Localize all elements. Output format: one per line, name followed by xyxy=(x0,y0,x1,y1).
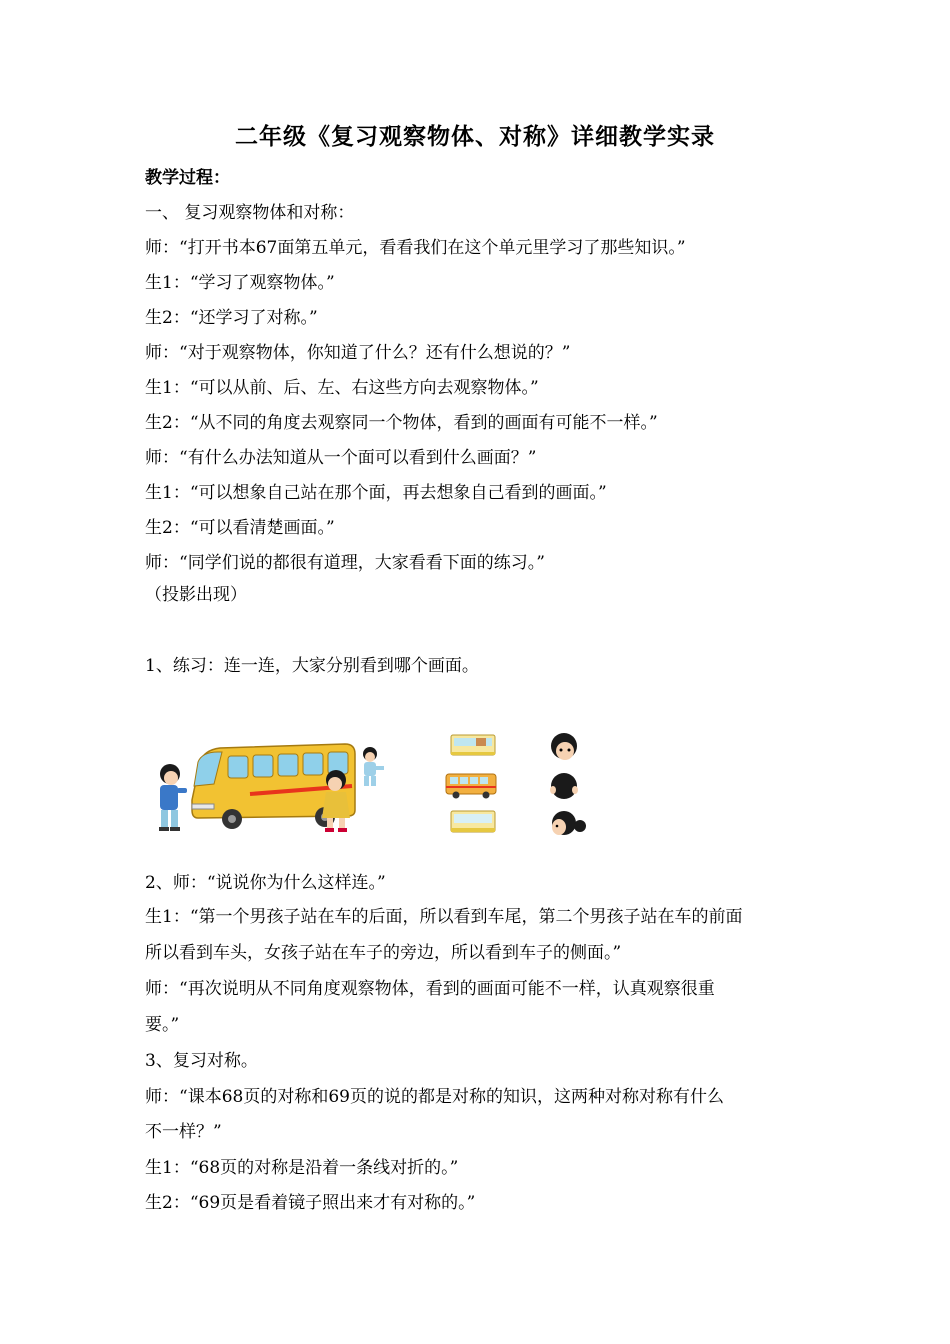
text-line: 生1：“可以从前、后、左、右这些方向去观察物体。” xyxy=(145,378,539,398)
exercise-1-text: 1、练习：连一连，大家分别看到哪个画面。 xyxy=(145,656,479,676)
text-line: 师：“打开书本67面第五单元，看看我们在这个单元里学习了那些知识。” xyxy=(145,238,686,258)
exercise-2-text: 2、师：“说说你为什么这样连。” xyxy=(145,873,386,893)
boy-back-of-head-icon xyxy=(550,773,578,799)
text-line: 生1：“68页的对称是沿着一条线对折的。” xyxy=(145,1158,459,1178)
text-line: 师：“课本68页的对称和69页的说的都是对称的知识，这两种对称对称有什么 xyxy=(145,1087,724,1107)
text-line: 师：“有什么办法知道从一个面可以看到什么画面？” xyxy=(145,448,537,468)
text-line: 所以看到车头，女孩子站在车子的旁边，所以看到车子的侧面。” xyxy=(145,943,622,963)
boy-in-front-figure xyxy=(363,747,384,786)
text-line: 师：“对于观察物体，你知道了什么？还有什么想说的？” xyxy=(145,343,571,363)
text-line-intro: 一、 复习观察物体和对称： xyxy=(145,203,355,223)
text-line: 生2：“69页是看着镜子照出来才有对称的。” xyxy=(145,1193,476,1213)
text-line: 生1：“学习了观察物体。” xyxy=(145,273,335,293)
text-line-projection: （投影出现） xyxy=(145,585,247,605)
bus-observation-illustration xyxy=(140,722,600,847)
text-line: 师：“再次说明从不同角度观察物体，看到的画面可能不一样，认真观察很重 xyxy=(145,979,715,999)
section-heading: 教学过程： xyxy=(145,168,230,188)
text-line: 要。” xyxy=(145,1015,180,1035)
text-line: 不一样？” xyxy=(145,1122,222,1142)
exercise-3-text: 3、复习对称。 xyxy=(145,1051,258,1071)
girl-profile-head-icon xyxy=(552,811,586,835)
boy-face-view-icon xyxy=(551,733,577,760)
text-line: 师：“同学们说的都很有道理，大家看看下面的练习。” xyxy=(145,553,545,573)
bus-side-view-icon xyxy=(446,774,496,799)
text-line: 生2：“从不同的角度去观察同一个物体，看到的画面有可能不一样。” xyxy=(145,413,658,433)
document-title: 二年级《复习观察物体、对称》详细教学实录 xyxy=(235,123,715,150)
text-line: 生1：“第一个男孩子站在车的后面，所以看到车尾，第二个男孩子站在车的前面 xyxy=(145,907,743,927)
text-line: 生1：“可以想象自己站在那个面，再去想象自己看到的画面。” xyxy=(145,483,607,503)
text-line: 生2：“还学习了对称。” xyxy=(145,308,318,328)
boy-behind-bus-figure xyxy=(159,764,187,831)
bus-rear-view-icon xyxy=(451,811,495,832)
text-line: 生2：“可以看清楚画面。” xyxy=(145,518,335,538)
bus-front-view-icon xyxy=(451,735,495,755)
